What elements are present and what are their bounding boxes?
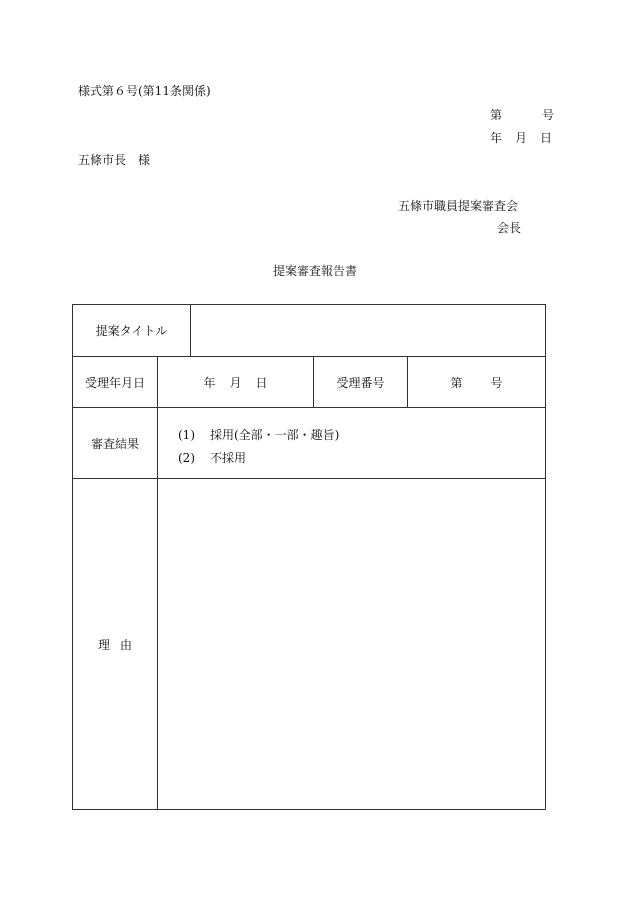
report-table — [72, 304, 546, 810]
result-label: 審査結果 — [73, 408, 158, 479]
document-title: 提案審査報告書 — [272, 264, 357, 278]
chair-title: 会長 — [497, 221, 522, 235]
reason-row — [73, 479, 546, 810]
received-number-prefix: 第 — [450, 375, 463, 390]
document-number — [490, 106, 554, 123]
date-day: 日 — [540, 131, 553, 145]
document-number-suffix: 号 — [542, 108, 555, 122]
result-option-number: (2) — [178, 451, 195, 465]
result-option-number: (1) — [178, 428, 195, 442]
reason-label-char-2: 由 — [119, 637, 132, 652]
document-number-prefix: 第 — [490, 108, 503, 122]
received-row — [73, 357, 546, 408]
received-date-label: 受理年月日 — [73, 357, 158, 408]
date-month: 月 — [515, 131, 528, 145]
proposal-title-row — [73, 305, 546, 357]
result-option-text: 不採用 — [210, 451, 247, 465]
result-option-reject[interactable] — [178, 447, 545, 470]
received-date-field[interactable] — [158, 357, 314, 408]
proposal-title-label: 提案タイトル — [73, 305, 191, 357]
date-year: 年 — [490, 131, 503, 145]
result-options — [158, 408, 546, 479]
reason-label — [73, 479, 158, 810]
received-number-suffix: 号 — [490, 375, 503, 390]
addressee: 五條市長 様 — [78, 153, 151, 167]
reason-field[interactable] — [158, 479, 546, 810]
proposal-title-field[interactable] — [191, 305, 546, 357]
result-option-adopt[interactable] — [178, 424, 545, 447]
document-date — [490, 129, 565, 146]
committee-name: 五條市職員提案審査会 — [398, 199, 519, 213]
result-row — [73, 408, 546, 479]
result-option-text: 採用(全部・一部・趣旨) — [210, 428, 340, 442]
reason-label-char-1: 理 — [97, 637, 110, 652]
received-number-label: 受理番号 — [314, 357, 408, 408]
received-number-field[interactable] — [408, 357, 546, 408]
received-date-day: 日 — [255, 375, 268, 390]
received-date-month: 月 — [229, 375, 242, 390]
form-number: 様式第６号(第11条関係) — [78, 84, 211, 98]
received-date-year: 年 — [203, 375, 216, 390]
